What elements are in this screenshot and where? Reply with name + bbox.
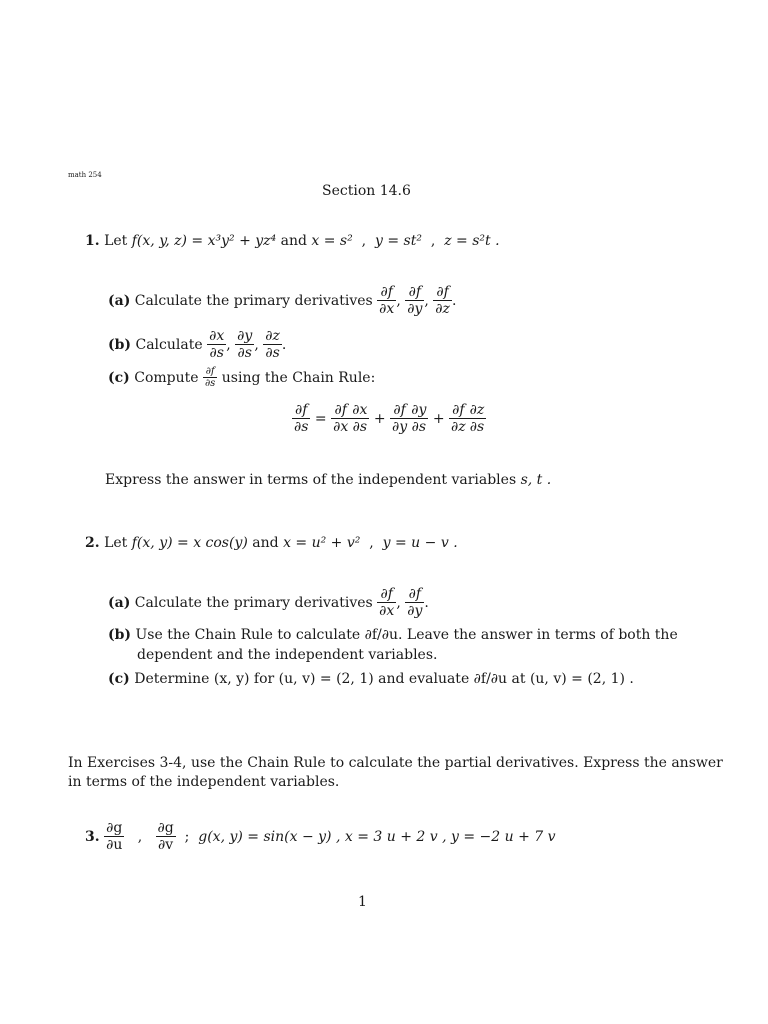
problem-number: 3.: [85, 828, 100, 845]
part-1a: (a) Calculate the primary derivatives $\frac{\partial f}{\partial x}$ , $\frac{\partial f}{\partial y}$ , $\frac{\partial f}{\partial z}$ .: [108, 284, 457, 317]
df-dy-fraction: $\frac{\partial f}{\partial y}$: [407, 284, 423, 317]
y-definition: y = st²: [375, 233, 422, 249]
df-dx-fraction: $\frac{\partial f}{\partial x}$: [379, 586, 395, 619]
express-instruction: Express the answer in terms of the independent variables s, t .: [105, 472, 552, 488]
x-definition: x = s²: [311, 233, 353, 249]
problem-1-statement: 1. Let f(x, y, z) = x³y² + yz⁴ and x = s² , y = st² , z = s²t .: [85, 233, 500, 249]
course-label: math 254: [68, 171, 102, 179]
section-title: Section 14.6: [322, 183, 411, 199]
dx-ds-fraction: $\frac{\partial x}{\partial s}$: [209, 328, 225, 361]
function-definition: f(x, y, z) = x³y² + yz⁴: [131, 233, 277, 249]
y-definition: y = u − v .: [382, 535, 458, 551]
exercises-intro-line-2: in terms of the independent variables.: [68, 774, 340, 790]
function-definition: f(x, y) = x cos(y): [131, 535, 248, 551]
part-1c: (c) Compute $\frac{\partial f}{\partial s}$ using the Chain Rule:: [108, 366, 376, 389]
dg-dv-fraction: $\frac{\partial g}{\partial v}$: [157, 820, 174, 853]
dz-ds-fraction: $\frac{\partial z}{\partial s}$: [265, 328, 280, 361]
problem-3-definitions: g(x, y) = sin(x − y) , x = 3 u + 2 v , y = −2 u + 7 v: [198, 828, 556, 845]
exercises-intro-line-1: In Exercises 3-4, use the Chain Rule to calculate the partial derivatives. Express the answer: [68, 755, 723, 771]
chain-rule-equation: $\frac{\partial f}{\partial s}$ = $\frac{\partial f}{\partial x}$ $\frac{\partial x}{\partial s}$ + $\frac{\partial f}{\partial y}$ $\frac{\partial y}{\partial s}$ + $\frac{\partial f}{\partial z}$ $\frac{\partial z}{\partial s}$: [294, 402, 485, 435]
part-1b: (b) Calculate $\frac{\partial x}{\partial s}$ , $\frac{\partial y}{\partial s}$ , $\frac{\partial z}{\partial s}$ .: [108, 328, 287, 361]
dy-ds-fraction: $\frac{\partial y}{\partial s}$: [237, 328, 253, 361]
x-definition: x = u² + v²: [283, 535, 361, 551]
part-2b: (b) Use the Chain Rule to calculate ∂f/∂u. Leave the answer in terms of both the: [108, 627, 678, 643]
page-number: 1: [358, 894, 367, 910]
problem-number: 2.: [85, 535, 100, 551]
df-dy-fraction: $\frac{\partial f}{\partial y}$: [407, 586, 423, 619]
problem-2-statement: 2. Let f(x, y) = x cos(y) and x = u² + v² , y = u − v .: [85, 535, 458, 551]
df-ds-small-fraction: $\frac{\partial f}{\partial s}$: [205, 366, 216, 389]
dg-du-fraction: $\frac{\partial g}{\partial u}$: [106, 820, 123, 853]
problem-number: 1.: [85, 233, 100, 249]
df-dx-fraction: $\frac{\partial f}{\partial x}$: [379, 284, 395, 317]
df-dz-fraction: $\frac{\partial f}{\partial z}$: [435, 284, 450, 317]
part-2a: (a) Calculate the primary derivatives $\frac{\partial f}{\partial x}$ , $\frac{\partial f}{\partial y}$ .: [108, 586, 429, 619]
problem-3-statement: 3. $\frac{\partial g}{\partial u}$ , $\frac{\partial g}{\partial v}$ ; g(x, y) = sin(x − y) , x = 3 u + 2 v , y = −2 u + 7 v: [85, 820, 556, 853]
z-definition: z = s²t .: [444, 233, 500, 249]
part-2c: (c) Determine (x, y) for (u, v) = (2, 1) and evaluate ∂f/∂u at (u, v) = (2, 1) .: [108, 671, 634, 687]
part-2b-continued: dependent and the independent variables.: [137, 647, 438, 663]
